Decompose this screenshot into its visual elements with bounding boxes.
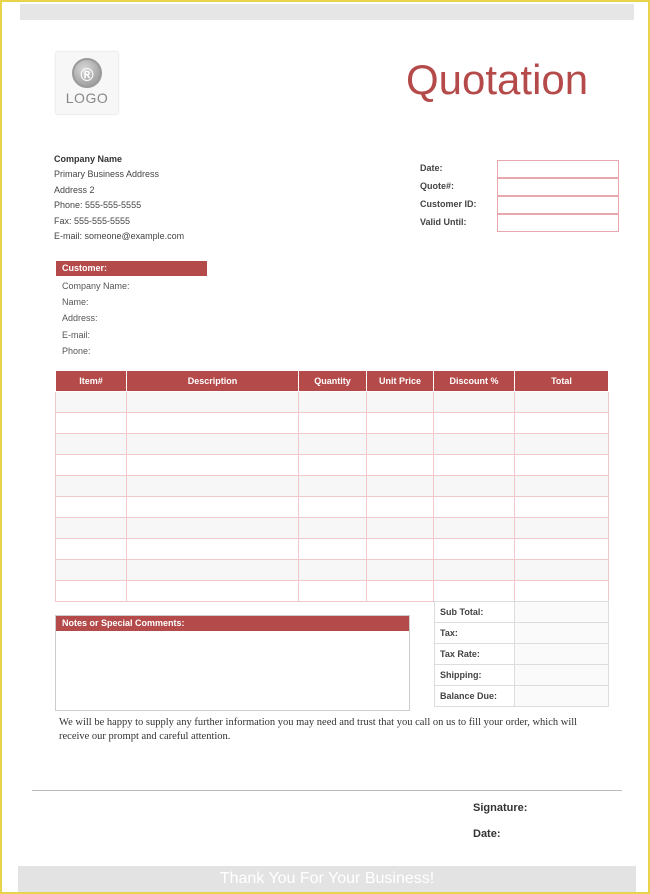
registered-icon: ® bbox=[72, 58, 102, 88]
table-row bbox=[56, 476, 609, 497]
table-cell[interactable] bbox=[434, 392, 515, 413]
table-row bbox=[56, 539, 609, 560]
table-cell[interactable] bbox=[367, 560, 434, 581]
table-cell[interactable] bbox=[127, 539, 299, 560]
table-cell[interactable] bbox=[127, 476, 299, 497]
table-cell[interactable] bbox=[515, 413, 609, 434]
top-bar bbox=[20, 4, 634, 20]
tax-rate-value[interactable] bbox=[515, 644, 609, 665]
customer-address: Address: bbox=[62, 313, 98, 324]
table-cell[interactable] bbox=[299, 539, 367, 560]
footer-thank-you: Thank You For Your Business! bbox=[18, 866, 636, 892]
table-cell[interactable] bbox=[367, 434, 434, 455]
table-cell[interactable] bbox=[56, 476, 127, 497]
table-cell[interactable] bbox=[515, 476, 609, 497]
table-cell[interactable] bbox=[434, 518, 515, 539]
table-cell[interactable] bbox=[515, 560, 609, 581]
tax-rate-label: Tax Rate: bbox=[435, 644, 515, 665]
table-cell[interactable] bbox=[515, 581, 609, 602]
company-email: E-mail: someone@example.com bbox=[54, 231, 185, 242]
items-header-row bbox=[56, 371, 609, 392]
table-row bbox=[56, 392, 609, 413]
meta-row-date bbox=[420, 160, 620, 178]
customer-phone: Phone: bbox=[62, 345, 91, 356]
signature-date-label: Date: bbox=[473, 828, 501, 840]
table-cell[interactable] bbox=[367, 392, 434, 413]
table-cell[interactable] bbox=[127, 560, 299, 581]
customer-header: Customer: bbox=[56, 261, 207, 276]
customer-info bbox=[62, 278, 130, 359]
table-cell[interactable] bbox=[367, 581, 434, 602]
table-cell[interactable] bbox=[299, 560, 367, 581]
table-cell[interactable] bbox=[515, 518, 609, 539]
table-cell[interactable] bbox=[367, 539, 434, 560]
table-cell[interactable] bbox=[515, 392, 609, 413]
totals-table bbox=[434, 601, 609, 707]
table-cell[interactable] bbox=[367, 413, 434, 434]
table-cell[interactable] bbox=[56, 560, 127, 581]
tax-value[interactable] bbox=[515, 623, 609, 644]
shipping-value[interactable] bbox=[515, 665, 609, 686]
company-name: Company Name bbox=[54, 154, 123, 164]
quote-meta bbox=[420, 160, 620, 232]
company-address-2: Address 2 bbox=[54, 184, 95, 195]
company-phone: Phone: 555-555-5555 bbox=[54, 200, 142, 211]
valid-until-field[interactable] bbox=[497, 214, 619, 232]
table-cell[interactable] bbox=[434, 539, 515, 560]
table-cell[interactable] bbox=[127, 413, 299, 434]
table-cell[interactable] bbox=[127, 581, 299, 602]
table-cell[interactable] bbox=[299, 476, 367, 497]
table-cell[interactable] bbox=[127, 392, 299, 413]
table-cell[interactable] bbox=[56, 581, 127, 602]
table-cell[interactable] bbox=[56, 518, 127, 539]
tax-label: Tax: bbox=[435, 623, 515, 644]
table-cell[interactable] bbox=[434, 413, 515, 434]
date-field[interactable] bbox=[497, 160, 619, 178]
customer-company-name: Company Name: bbox=[62, 281, 130, 291]
signature-label: Signature: bbox=[473, 802, 528, 814]
divider bbox=[32, 790, 622, 791]
table-cell[interactable] bbox=[299, 434, 367, 455]
totals-row bbox=[435, 623, 609, 644]
page-title: Quotation bbox=[406, 56, 589, 103]
meta-row-valid-until bbox=[420, 214, 620, 232]
company-fax: Fax: 555-555-5555 bbox=[54, 215, 131, 226]
table-cell[interactable] bbox=[434, 455, 515, 476]
table-cell[interactable] bbox=[367, 476, 434, 497]
sub-total-label: Sub Total: bbox=[435, 602, 515, 623]
table-cell[interactable] bbox=[434, 476, 515, 497]
column-header-description: Description bbox=[127, 371, 299, 392]
column-header-item: Item# bbox=[56, 371, 127, 392]
totals-row bbox=[435, 602, 609, 623]
company-info bbox=[54, 152, 184, 244]
totals-row bbox=[435, 686, 609, 707]
totals-row bbox=[435, 644, 609, 665]
balance-due-label: Balance Due: bbox=[435, 686, 515, 707]
table-cell[interactable] bbox=[56, 392, 127, 413]
date-label: Date: bbox=[420, 163, 443, 173]
customer-name: Name: bbox=[62, 297, 89, 308]
table-cell[interactable] bbox=[56, 539, 127, 560]
meta-row-quote bbox=[420, 178, 620, 196]
table-cell[interactable] bbox=[367, 455, 434, 476]
shipping-label: Shipping: bbox=[435, 665, 515, 686]
table-row bbox=[56, 518, 609, 539]
table-cell[interactable] bbox=[127, 455, 299, 476]
customer-id-field[interactable] bbox=[497, 196, 619, 214]
table-cell[interactable] bbox=[56, 413, 127, 434]
sub-total-value[interactable] bbox=[515, 602, 609, 623]
table-cell[interactable] bbox=[127, 518, 299, 539]
table-row bbox=[56, 413, 609, 434]
logo-text: LOGO bbox=[65, 90, 109, 106]
totals-row bbox=[435, 665, 609, 686]
table-cell[interactable] bbox=[434, 434, 515, 455]
table-cell[interactable] bbox=[299, 413, 367, 434]
table-row bbox=[56, 455, 609, 476]
table-cell[interactable] bbox=[299, 497, 367, 518]
table-cell[interactable] bbox=[515, 455, 609, 476]
closing-text: We will be happy to supply any further information you may need and trust that you call on us to fill your order, which will receive our prompt and careful attention. bbox=[59, 717, 578, 742]
logo bbox=[56, 52, 118, 114]
table-cell[interactable] bbox=[127, 434, 299, 455]
table-cell[interactable] bbox=[56, 497, 127, 518]
items-body bbox=[56, 392, 609, 602]
items-table bbox=[55, 370, 609, 602]
customer-email: E-mail: bbox=[62, 329, 91, 340]
table-cell[interactable] bbox=[299, 392, 367, 413]
table-cell[interactable] bbox=[299, 518, 367, 539]
table-cell[interactable] bbox=[434, 581, 515, 602]
table-row bbox=[56, 560, 609, 581]
column-header-discount: Discount % bbox=[434, 371, 515, 392]
balance-due-value[interactable] bbox=[515, 686, 609, 707]
table-cell[interactable] bbox=[367, 497, 434, 518]
table-row bbox=[56, 497, 609, 518]
table-cell[interactable] bbox=[299, 581, 367, 602]
table-row bbox=[56, 434, 609, 455]
table-cell[interactable] bbox=[56, 434, 127, 455]
table-row bbox=[56, 581, 609, 602]
column-header-total: Total bbox=[515, 371, 609, 392]
table-cell[interactable] bbox=[515, 539, 609, 560]
column-header-quantity: Quantity bbox=[299, 371, 367, 392]
quote-number-label: Quote#: bbox=[420, 181, 455, 191]
table-cell[interactable] bbox=[434, 497, 515, 518]
notes-box[interactable] bbox=[55, 615, 410, 711]
valid-until-label: Valid Until: bbox=[420, 217, 467, 227]
company-address-1: Primary Business Address bbox=[54, 169, 160, 180]
table-cell[interactable] bbox=[299, 455, 367, 476]
customer-id-label: Customer ID: bbox=[420, 199, 477, 209]
table-cell[interactable] bbox=[127, 497, 299, 518]
column-header-unit-price: Unit Price bbox=[367, 371, 434, 392]
table-cell[interactable] bbox=[515, 434, 609, 455]
table-cell[interactable] bbox=[434, 560, 515, 581]
table-cell[interactable] bbox=[515, 497, 609, 518]
quote-number-field[interactable] bbox=[497, 178, 619, 196]
table-cell[interactable] bbox=[367, 518, 434, 539]
meta-row-customer-id bbox=[420, 196, 620, 214]
notes-header: Notes or Special Comments: bbox=[56, 616, 409, 631]
table-cell[interactable] bbox=[56, 455, 127, 476]
